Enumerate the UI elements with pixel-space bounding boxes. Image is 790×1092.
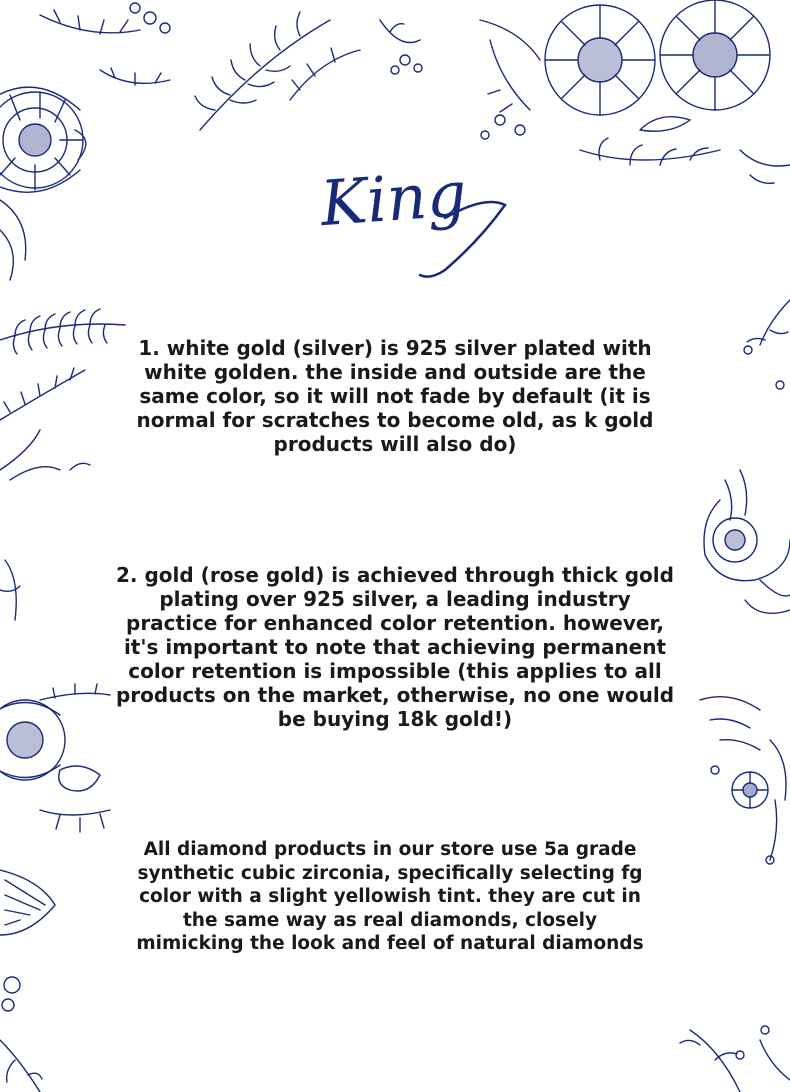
logo-text: King [318, 157, 469, 241]
king-logo [270, 150, 520, 280]
rose-gold-paragraph: 2. gold (rose gold) is achieved through thick gold plating over 925 silver, a leading industry practice for enhanced color retention. however, it's important to note that achieving permanent color retention is impossible (this applies to all products on the market, otherwise, no one would be buying 18k gold!) [115, 563, 675, 731]
sunflower-icon [660, 0, 770, 110]
white-gold-paragraph: 1. white gold (silver) is 925 silver plated with white golden. the inside and outside are the same color, so it will not fade by default (it is normal for scratches to become old, as k gold products will also do) [136, 336, 654, 456]
flower-icon [0, 87, 86, 192]
flower-icon [732, 772, 768, 808]
diamond-paragraph: All diamond products in our store use 5a grade synthetic cubic zirconia, specifically selecting fg color with a slight yellowish tint. they are cut in the same way as real diamonds, closely mimicking the look and feel of natural diamonds [136, 839, 644, 954]
sunflower-icon [545, 5, 655, 115]
flower-icon [0, 700, 65, 780]
flower-icon [704, 470, 790, 581]
